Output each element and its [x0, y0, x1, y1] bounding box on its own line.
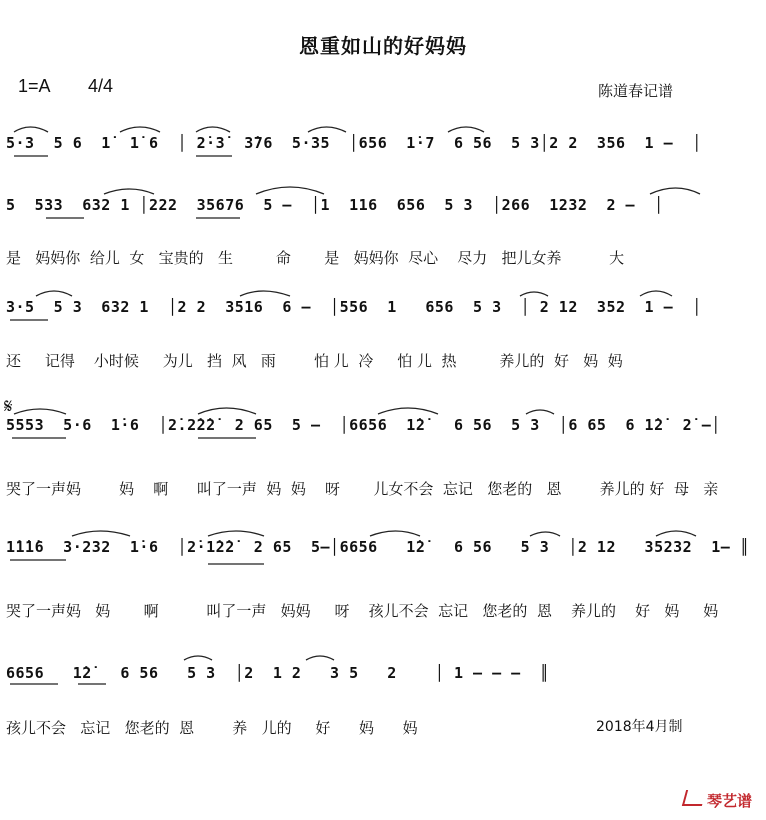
segno-sign: 𝄋 — [4, 394, 13, 418]
notes-line-5: 1̇1̇1̇6 3·232 1̇·6 │2̇·1̇2̇2̇ 2 65 5–│6656 1̇2̇ 6 56 5 3 │2 12 35232 1– ║ — [6, 538, 750, 556]
title: 恩重如山的好妈妈 — [299, 34, 467, 58]
date-stamp: 2018年4月制 — [596, 719, 683, 735]
logo-icon — [682, 790, 706, 806]
watermark-text: 琴艺谱 — [706, 792, 752, 810]
staff-line-3 — [0, 292, 766, 338]
notes-line-6: 6656 1̇2̇ 6 56 5 3 │2 1 2 3 5 2 │ 1 – – – ║ — [6, 664, 550, 682]
lyric-line-6: 孩儿不会 忘记 您老的 恩 养 儿的 好 妈 妈 — [6, 719, 418, 737]
staff-line-2 — [0, 190, 766, 236]
time-signature: 4/4 — [88, 76, 114, 96]
lyric-line-4: 哭了一声妈 妈 啊 叫了一声 妈 妈 呀 儿女不会 忘记 您老的 恩 养儿的 好 母 亲 — [6, 480, 719, 498]
lyric-line-5: 哭了一声妈 妈 啊 叫了一声 妈妈 呀 孩儿不会 忘记 您老的 恩 养儿的 好 妈 妈 — [6, 602, 719, 620]
notes-line-4: 5553 5·6 1̇·6 │2̇.2̇2̇2̇ 2 65 5 – │6656 1̇2̇ 6 56 5 3 │6 65 6 1̇2̇ 2̇ –│ — [6, 416, 721, 434]
notes-line-1: 5·3 5 6 1̇ 1̇ 6 │ 2̇·3̇ 3̇76 5·35 │656 1̇·7 6 56 5 3│2 2 356 1 – │ — [6, 134, 702, 152]
watermark-logo — [684, 790, 752, 811]
staff-line-6 — [0, 658, 766, 704]
staff-line-1 — [0, 128, 766, 174]
staff-line-5 — [0, 532, 766, 578]
key-signature: 1=A — [18, 76, 51, 96]
notes-line-3: 3·5 5 3 632 1 │2 2 3516 6 – │556 1 656 5 3 │ 2 12 352 1 – │ — [6, 298, 702, 316]
notes-line-2: 5 533 632 1 │222 35676 5 – │1 116 656 5 3 │266 1232 2 – │ — [6, 196, 664, 214]
lyric-line-2: 是 妈妈你 给儿 女 宝贵的 生 命 是 妈妈你 尽心 尽力 把儿女养 大 — [6, 249, 625, 267]
lyric-line-3: 还 记得 小时候 为儿 挡 风 雨 怕 儿 冷 怕 儿 热 养儿的 好 妈 妈 — [6, 352, 623, 370]
transcriber-credit: 陈道春记谱 — [598, 82, 674, 100]
staff-line-4 — [0, 410, 766, 456]
